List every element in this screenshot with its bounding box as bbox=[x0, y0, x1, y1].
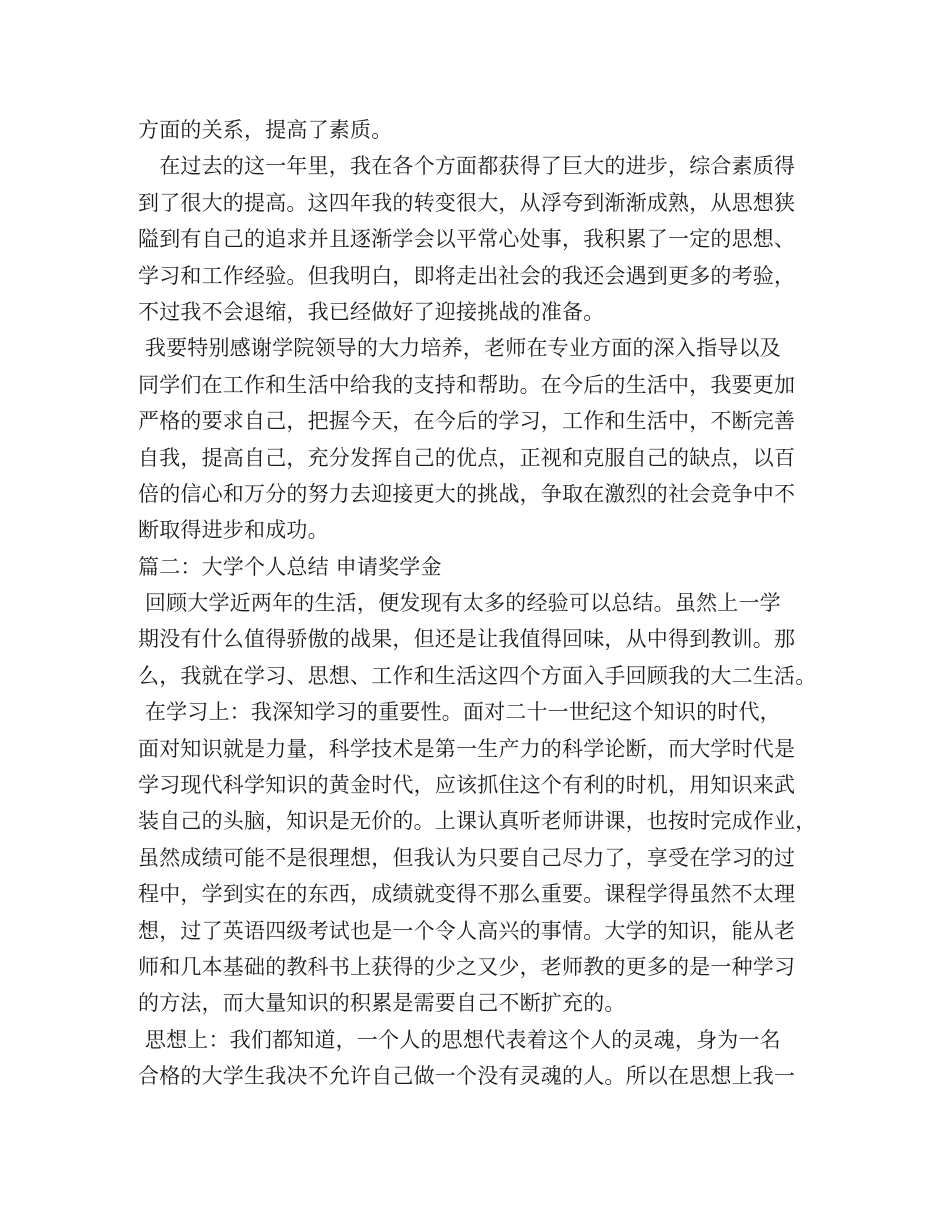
text-line: 期没有什么值得骄傲的战果，但还是让我值得回味，从中得到教训。那 bbox=[138, 627, 796, 652]
text-line: 面对知识就是力量，科学技术是第一生产力的科学论断，而大学时代是 bbox=[138, 736, 796, 761]
text-line: 的方法，而大量知识的积累是需要自己不断扩充的。 bbox=[138, 991, 626, 1016]
text-line: 么，我就在学习、思想、工作和生活这四个方面入手回顾我的大二生活。 bbox=[138, 663, 817, 688]
text-line: 同学们在工作和生活中给我的支持和帮助。在今后的生活中，我要更加 bbox=[138, 372, 796, 397]
text-line: 学习和工作经验。但我明白，即将走出社会的我还会遇到更多的考验， bbox=[138, 263, 796, 288]
text-line: 严格的要求自己，把握今天，在今后的学习，工作和生活中，不断完善 bbox=[138, 409, 796, 434]
text-line: 虽然成绩可能不是很理想，但我认为只要自己尽力了，享受在学习的过 bbox=[138, 845, 796, 870]
text-line: 到了很大的提高。这四年我的转变很大，从浮夸到渐渐成熟，从思想狭 bbox=[138, 190, 796, 215]
text-line: 思想上：我们都知道，一个人的思想代表着这个人的灵魂，身为一名 bbox=[138, 1027, 781, 1052]
text-line: 学习现代科学知识的黄金时代，应该抓住这个有利的时机，用知识来武 bbox=[138, 773, 796, 798]
text-line: 合格的大学生我决不允许自己做一个没有灵魂的人。所以在思想上我一 bbox=[138, 1064, 796, 1089]
text-line: 装自己的头脑，知识是无价的。上课认真听老师讲课，也按时完成作业， bbox=[138, 809, 817, 834]
text-line: 回顾大学近两年的生活，便发现有太多的经验可以总结。虽然上一学 bbox=[138, 591, 781, 616]
text-line: 倍的信心和万分的努力去迎接更大的挑战，争取在激烈的社会竞争中不 bbox=[138, 481, 796, 506]
text-line: 隘到有自己的追求并且逐渐学会以平常心处事，我积累了一定的思想、 bbox=[138, 227, 796, 252]
text-line: 想，过了英语四级考试也是一个令人高兴的事情。大学的知识，能从老 bbox=[138, 918, 796, 943]
text-line: 方面的关系，提高了素质。 bbox=[138, 118, 393, 142]
text-line: 在过去的这一年里，我在各个方面都获得了巨大的进步，综合素质得 bbox=[138, 154, 796, 179]
text-line: 程中，学到实在的东西，成绩就变得不那么重要。课程学得虽然不太理 bbox=[138, 882, 796, 907]
text-line: 师和几本基础的教科书上获得的少之又少，老师教的更多的是一种学习 bbox=[138, 954, 796, 979]
text-line: 不过我不会退缩，我已经做好了迎接挑战的准备。 bbox=[138, 299, 605, 324]
section-heading: 篇二：大学个人总结 申请奖学金 bbox=[138, 554, 442, 579]
text-line: 断取得进步和成功。 bbox=[138, 518, 329, 543]
text-line: 在学习上：我深知学习的重要性。面对二十一世纪这个知识的时代， bbox=[138, 700, 781, 725]
text-line: 自我，提高自己，充分发挥自己的优点，正视和克服自己的缺点，以百 bbox=[138, 445, 796, 470]
document-body bbox=[138, 112, 828, 1095]
text-line: 我要特别感谢学院领导的大力培养，老师在专业方面的深入指导以及 bbox=[138, 336, 781, 361]
